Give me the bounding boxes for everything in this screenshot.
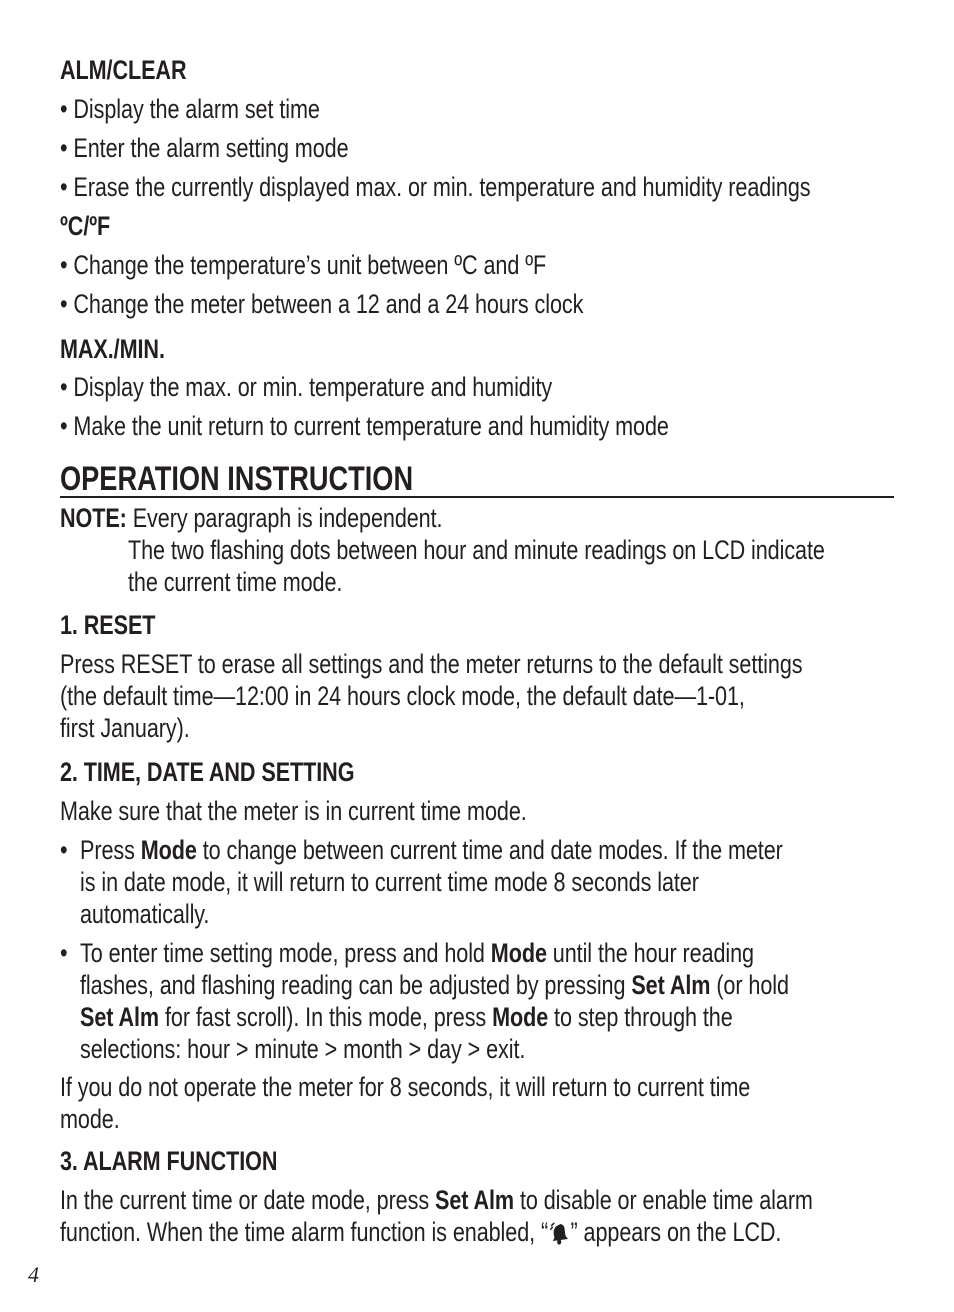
bullet-icon: • — [60, 133, 74, 163]
set-alm-button-ref: Set Alm — [631, 970, 711, 1000]
paragraph-line: Make sure that the meter is in current time mode. — [60, 796, 527, 826]
note-line: The two flashing dots between hour and minute readings on LCD indicate — [128, 535, 825, 565]
time-date-outro — [60, 1071, 894, 1135]
reset-paragraph — [60, 648, 894, 744]
paragraph-line: mode. — [60, 1104, 120, 1134]
alarm-heading: 3. ALARM FUNCTION — [60, 1146, 278, 1176]
operation-title-text: OPERATION INSTRUCTION — [60, 460, 414, 498]
note-line: Every paragraph is independent. — [132, 503, 443, 533]
paragraph-line: (the default time—12:00 in 24 hours clock mode, the default date—1-01, — [60, 681, 745, 711]
mode-button-ref: Mode — [492, 1002, 549, 1032]
list-item: • Change the temperature’s unit between ºC and ºF — [60, 250, 547, 280]
mode-button-ref: Mode — [490, 938, 547, 968]
reset-section — [60, 609, 894, 641]
alm-clear-heading: ALM/CLEAR — [60, 55, 187, 85]
list-item: • Erase the currently displayed max. or min. temperature and humidity readings — [60, 172, 811, 202]
paragraph-line: first January). — [60, 713, 190, 743]
bullet-icon: • — [60, 94, 74, 124]
list-item: • Display the max. or min. temperature and humidity — [60, 372, 553, 402]
list-item: • Display the alarm set time — [60, 94, 320, 124]
set-alm-button-ref: Set Alm — [80, 1002, 160, 1032]
note-label: NOTE: — [60, 503, 127, 533]
bullet-icon: • — [60, 250, 74, 280]
maxmin-heading: MAX./MIN. — [60, 334, 165, 364]
maxmin-section — [60, 333, 894, 365]
time-date-heading: 2. TIME, DATE AND SETTING — [60, 757, 355, 787]
bullet-icon: • — [60, 289, 74, 319]
list-item: • Make the unit return to current temperature and humidity mode — [60, 411, 669, 441]
list-item: • Change the meter between a 12 and a 24 hours clock — [60, 289, 584, 319]
paragraph-line: Press RESET to erase all settings and the meter returns to the default settings — [60, 649, 803, 679]
paragraph-line: If you do not operate the meter for 8 seconds, it will return to current time — [60, 1072, 751, 1102]
page-number: 4 — [28, 1262, 39, 1287]
set-alm-button-ref: Set Alm — [434, 1185, 515, 1215]
paragraph-line: selections: hour > minute > month > day > exit. — [80, 1034, 526, 1064]
unit-heading: ºC/ºF — [60, 211, 111, 241]
bullet-icon: • — [60, 372, 74, 402]
note-line: the current time mode. — [128, 567, 343, 597]
paragraph-line: is in date mode, it will return to current time mode 8 seconds later — [80, 867, 699, 897]
reset-heading: 1. RESET — [60, 610, 156, 640]
alarm-paragraph: In the current time or date mode, press Set Alm to disable or enable time alarm function. When the time alarm function is enabled, “ ” appears on the LCD. — [60, 1185, 813, 1247]
time-date-section — [60, 756, 894, 788]
bullet-icon: • — [60, 835, 68, 865]
list-item: • Press Mode to change between current time and date modes. If the meter is in date mode, it will return to current time mode 8 seconds later automatically. — [60, 834, 894, 930]
bullet-icon: • — [60, 411, 74, 441]
bullet-icon: • — [60, 172, 74, 202]
alm-clear-section — [60, 54, 894, 86]
note-block — [60, 502, 894, 598]
mode-button-ref: Mode — [140, 835, 197, 865]
bullet-icon: • — [60, 938, 68, 968]
bell-icon — [548, 1219, 570, 1247]
list-item: • To enter time setting mode, press and hold Mode until the hour reading flashes, and flashing reading can be adjusted by pressing Set Alm (or hold Set Alm for fast scroll). In this mode, press Mode to step through the selections: hour > minute > month > day > exit. — [60, 937, 894, 1065]
operation-title — [60, 462, 894, 498]
alarm-section — [60, 1145, 894, 1177]
paragraph-line: automatically. — [80, 899, 210, 929]
time-date-intro — [60, 795, 894, 827]
unit-section — [60, 210, 894, 242]
list-item: • Enter the alarm setting mode — [60, 133, 349, 163]
